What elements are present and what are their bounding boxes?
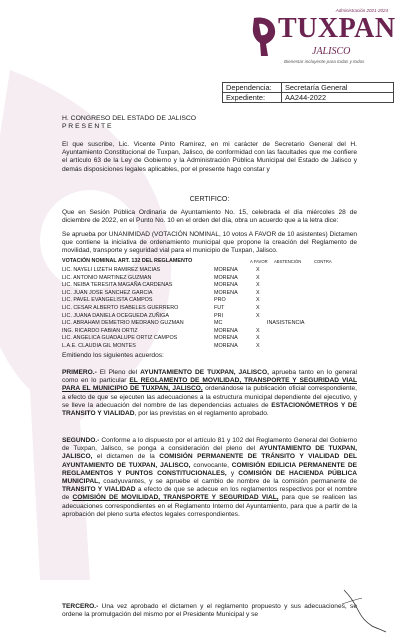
expediente-label: Expediente: (223, 93, 282, 103)
vote-row (62, 320, 372, 327)
tercero-text-1: Una vez aprobado el dictamen y el reglamento propuesto y sus adecuaciones, se ordene la promulgación del mismo por el Presidente Municipal y se (62, 603, 357, 619)
dependencia-label: Dependencia: (223, 83, 282, 93)
vote-mark: X (256, 305, 260, 311)
primero-bold-1: AYUNTAMIENTO DE TUXPAN, JALISCO, (140, 369, 269, 376)
primero-label: PRIMERO.- (62, 369, 97, 376)
segundo-bold-3: COMISIÓN EDILICIA PERMANENTE DE REGLAMENTOS Y PUNTOS CONSTITUCIONALES, (62, 461, 357, 477)
logo-slogan: Bienestar incluyente para todas y todos (284, 59, 365, 64)
vote-mark: X (256, 274, 260, 281)
party-label: MORENA (214, 289, 238, 296)
intro-paragraph: El que suscribe, Lic. Vicente Pinto Ramírez, en mi carácter de Secretario General del H. Ayuntamiento Constitucional de Tuxpan, Jalisco, de conformidad con las facultades que me confiere el artículo 63 de la Ley de Gobierno y la Administración Pública Municipal del Estado de Jalisco y demás disposiciones legales aplicables, por el presente hago constar y (62, 141, 357, 173)
segundo-paragraph (62, 437, 357, 519)
tercero-paragraph (62, 603, 357, 619)
primero-regulation-title: EL REGLAMENTO DE MOVILIDAD, TRANSPORTE Y SEGURIDAD VIAL PARA EL MUNICIPIO DE TUXPAN, JALISCO, (62, 377, 357, 393)
vote-row (62, 282, 372, 289)
primero-paragraph (62, 369, 357, 418)
vote-table-header (62, 258, 372, 266)
vote-row (62, 297, 372, 304)
vote-row (62, 267, 372, 274)
primero-text-4: , por las previstas en el reglamento aprobado. (134, 410, 269, 418)
segundo-bold-2: COMISIÓN PERMANENTE DE TRÁNSITO Y VIALIDAD DEL AYUNTAMIENTO DE TUXPAN, JALISCO, (62, 453, 357, 469)
council-member-name: LIC. ANGELICA GUADALUPE ORTIZ CAMPOS (62, 335, 178, 342)
vote-row (62, 343, 372, 350)
meta-row-dependencia (223, 83, 394, 93)
party-label: PRO (214, 297, 226, 304)
segundo-text-3: convocante, (190, 461, 232, 469)
vote-header-favor: A FAVOR (250, 259, 268, 264)
council-member-name: LIC. ANTONIO MARTINEZ GUZMAN (62, 274, 152, 281)
segundo-text-4: y (226, 469, 239, 477)
council-member-name: LIC. NAYELI LIZETH RAMIREZ MACIAS (62, 267, 161, 273)
tuxpan-emblem-icon (250, 14, 278, 58)
council-member-name: LIC. JUANA DANIELA OCEGUEDA ZUÑIGA (62, 312, 169, 319)
council-member-name: LIC. JUAN JOSE SANCHEZ GARCIA (62, 289, 153, 296)
expediente-value: AA244-2022 (282, 93, 394, 103)
vote-row (62, 335, 372, 342)
segundo-bold-1: AYUNTAMIENTO DE TUXPAN, JALISCO, (62, 445, 357, 461)
vote-mark: X (256, 297, 260, 304)
approval-paragraph: Se aprueba por UNANIMIDAD (VOTACIÓN NOMINAL, 10 votos A FAVOR de 10 asistentes) Dictamen que contiene la iniciativa de ordenamiento municipal que propone la creación del Reglamento de movilidad, transporte y seguridad vial para el municipio de Tuxpan, Jalisco. (62, 231, 357, 254)
council-member-name: LIC. PAVEL EVANGELISTA CAMPOS (62, 297, 153, 304)
vote-mark: X (256, 343, 260, 349)
logo-wordmark: TUXPAN (278, 13, 396, 44)
vote-row (62, 290, 372, 297)
segundo-commission-name: COMISIÓN DE MOVILIDAD, TRANSPORTE Y SEGURIDAD VIAL, (72, 494, 279, 502)
document-meta-table (222, 82, 394, 103)
primero-text-2: aprueba tanto en lo general como en lo particular (62, 369, 357, 385)
vote-mark: X (256, 289, 260, 296)
vote-row (62, 275, 372, 282)
emitting-line: Emitiendo los siguientes acuerdos: (62, 352, 164, 359)
vote-header-contra: CONTRA (314, 259, 332, 264)
addressee-line-1: H. CONGRESO DEL ESTADO DE JALISCO (62, 115, 197, 122)
segundo-text-6: a efecto de que se adecue en los reglamentos respectivos por el nombre de (62, 486, 357, 502)
vote-header-abstention: ABSTENCIÓN (274, 259, 302, 264)
party-label: MORENA (214, 282, 238, 289)
vote-row (62, 328, 372, 335)
party-label: MORENA (214, 343, 238, 349)
vote-mark: X (256, 327, 260, 334)
party-label: MORENA (214, 327, 238, 334)
dependencia-value: Secretaría General (282, 83, 394, 93)
segundo-text-1: Conforme a lo dispuesto por el artículo 81 y 102 del Reglamento General del Gobierno de Tuxpan, Jalisco, se ponga a consideración del pleno del (62, 437, 357, 453)
vote-row (62, 313, 372, 320)
logo-state: JALISCO (312, 46, 351, 57)
council-member-name: LIC. CESAR ALBERTO ISABELES GUERRERO (62, 305, 179, 311)
vote-mark: X (256, 335, 260, 342)
vote-mark: X (256, 282, 260, 289)
tercero-label: TERCERO.- (62, 603, 99, 610)
primero-text-3: ordenándose la publicación oficial correspondiente, a efecto de que se ejecuten las adecuaciones a la estructura municipal dependiente del ejecutivo, y se lleve la adecuación del nombre de las dependencias actuales de (62, 385, 357, 409)
council-member-name: LIC. ABRAHAM DEMETRIO MEDRANO GUZMAN (62, 320, 184, 327)
vote-row (62, 305, 372, 312)
segundo-label: SEGUNDO.- (62, 437, 100, 444)
segundo-bold-4: COMISIÓN DE HACIENDA PÚBLICA MUNICIPAL, (62, 469, 357, 486)
party-label: MORENA (214, 267, 238, 273)
party-label: MC (214, 320, 223, 327)
council-member-name: LIC. NEIBA TERESITA MAGAÑA CARDENAS (62, 282, 173, 289)
signature-scribble (340, 588, 390, 634)
addressee (62, 115, 196, 131)
admin-period: Administración 2021-2024 (335, 8, 388, 13)
council-member-name: L.A.E. CLAUDIA GIL MONTES (62, 343, 136, 349)
party-label: FUT (214, 305, 225, 311)
vote-mark: X (256, 267, 260, 273)
addressee-line-2: P R E S E N T E (62, 123, 112, 131)
segundo-text-7: para que se realicen las adecuaciones correspondientes en el Reglamento Interno del Ayuntamiento, para que a partir de la aprobación del pleno surta efectos legales correspondientes. (62, 494, 358, 518)
party-label: PRI (214, 312, 223, 319)
segundo-text-2: el dictamen de la (92, 453, 160, 461)
session-paragraph: Que en Sesión Pública Ordinaria de Ayuntamiento No. 15, celebrada el día miércoles 28 de diciembre de 2022, en el Punto No. 10 en el orden del día, obra un acuerdo que a la letra dice: (62, 209, 357, 225)
primero-text-1: El Pleno del (96, 369, 141, 376)
segundo-text-5: coadyuvantes, y se apruebe el cambio de nombre de la comisión permanente de (99, 478, 357, 486)
meta-row-expediente (223, 93, 394, 103)
segundo-bold-5: TRANSITO Y VIALIDAD (62, 486, 136, 494)
party-label: MORENA (214, 335, 238, 342)
vote-header-title: VOTACIÓN NOMINAL ART. 132 DEL REGLAMENTO (62, 258, 193, 264)
council-member-name: ING. RICARDO FABIAN ORTIZ (62, 327, 138, 334)
party-label: MORENA (214, 274, 238, 281)
tuxpan-logo (248, 8, 394, 78)
certifico-heading: CERTIFICO: (189, 196, 230, 203)
vote-mark: X (256, 312, 260, 319)
vote-note: INASISTENCIA (267, 320, 305, 327)
primero-bold-2: ESTACIONÓMETROS Y DE TRANSITO Y VIALIDAD (62, 401, 357, 418)
